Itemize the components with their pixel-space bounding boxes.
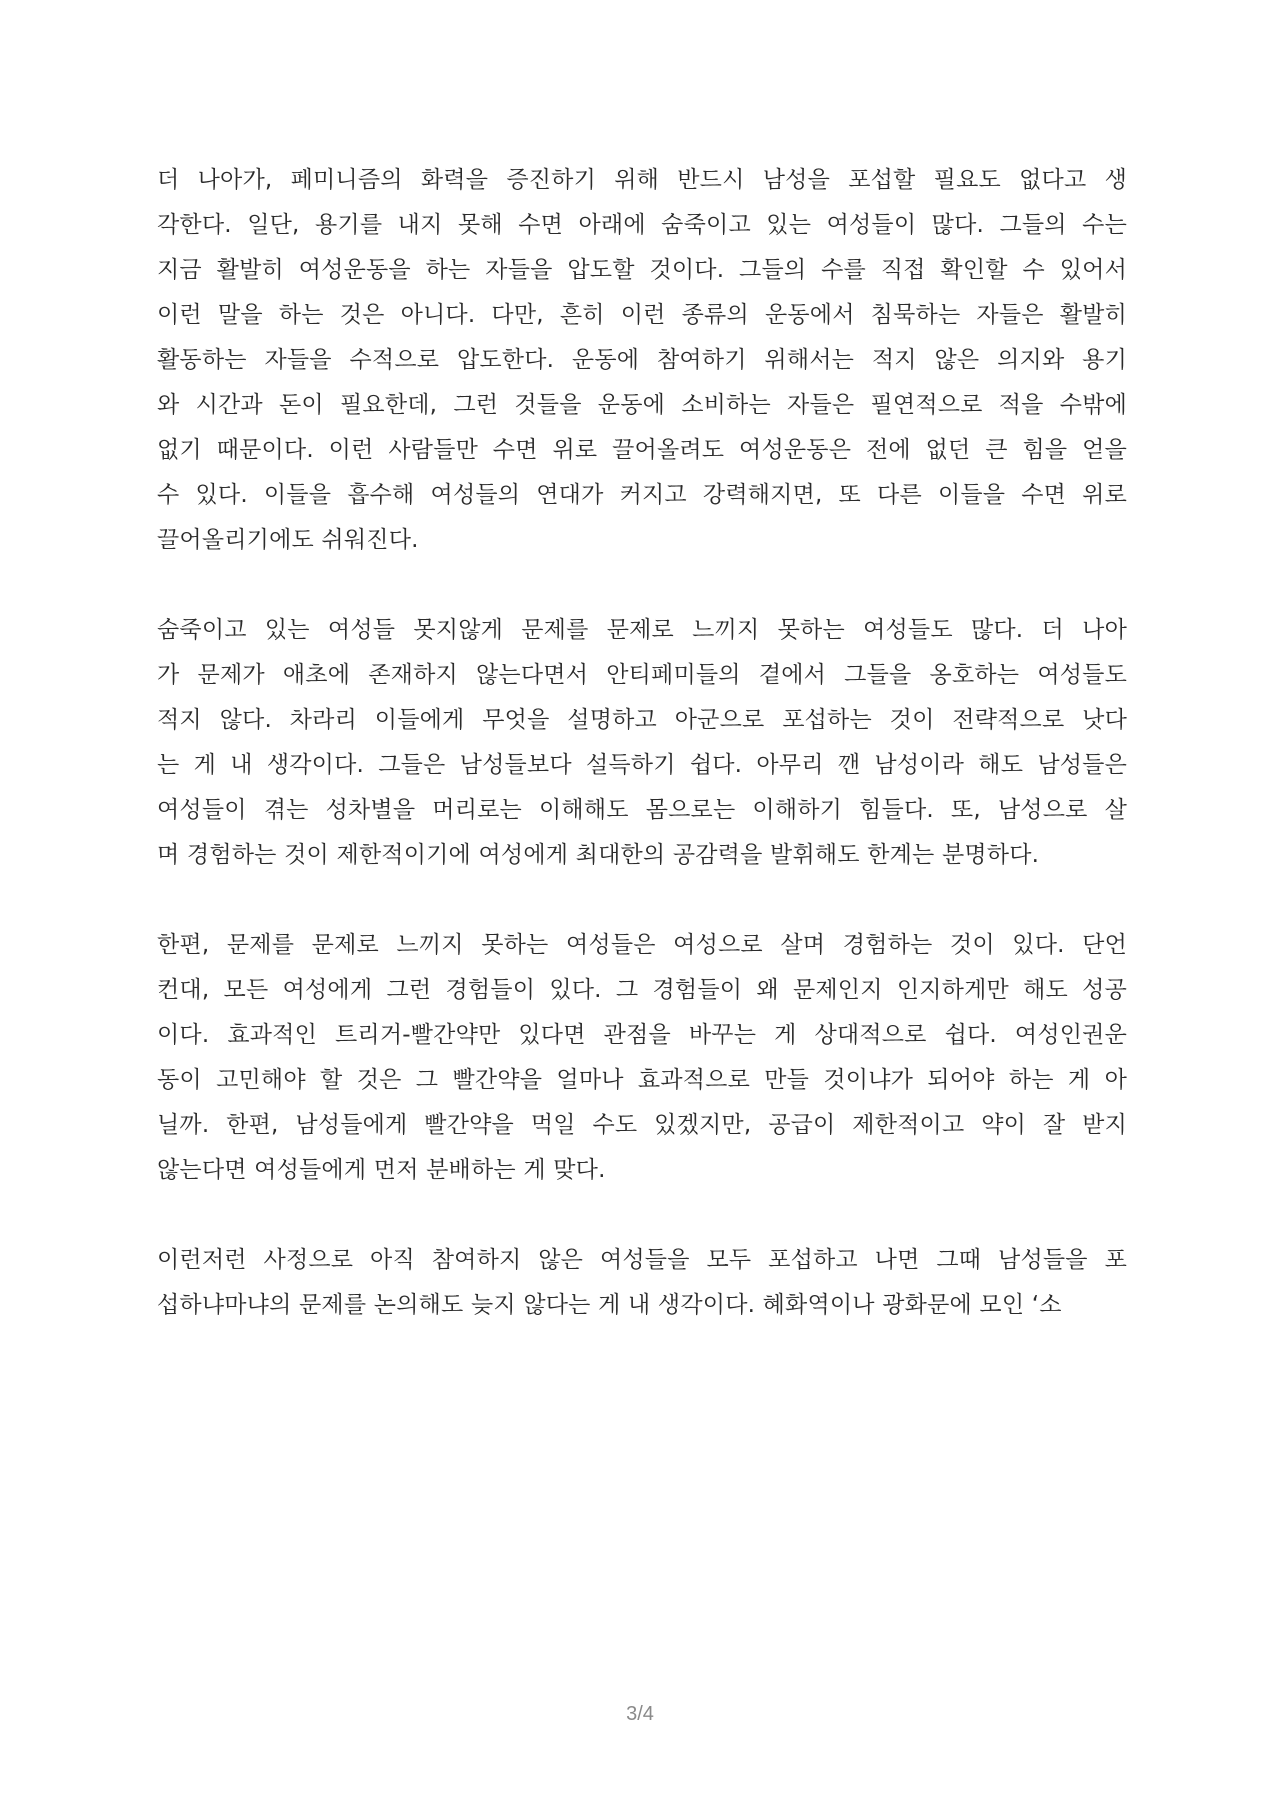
page-number: 3/4	[626, 1703, 654, 1725]
text-line: 여성들이 겪는 성차별을 머리로는 이해해도 몸으로는 이해하기 힘들다. 또, 남성으로 살	[157, 797, 1127, 823]
text-line: 더 나아가, 페미니즘의 화력을 증진하기 위해 반드시 남성을 포섭할 필요도 없다고 생	[157, 167, 1127, 193]
body-text	[157, 158, 1127, 1373]
text-line: 각한다. 일단, 용기를 내지 못해 수면 아래에 숨죽이고 있는 여성들이 많다. 그들의 수는	[157, 212, 1127, 238]
paragraph	[157, 923, 1127, 1193]
paragraph	[157, 608, 1127, 878]
text-line: 섭하냐마냐의 문제를 논의해도 늦지 않다는 게 내 생각이다. 혜화역이나 광화문에 모인 ‘소	[157, 1292, 1062, 1318]
text-line: 는 게 내 생각이다. 그들은 남성들보다 설득하기 쉽다. 아무리 깬 남성이라 해도 남성들은	[157, 752, 1127, 778]
text-line: 이런 말을 하는 것은 아니다. 다만, 흔히 이런 종류의 운동에서 침묵하는 자들은 활발히	[157, 302, 1127, 328]
text-line: 끌어올리기에도 쉬워진다.	[157, 527, 419, 553]
paragraph	[157, 1238, 1127, 1328]
text-line: 숨죽이고 있는 여성들 못지않게 문제를 문제로 느끼지 못하는 여성들도 많다. 더 나아	[157, 617, 1127, 643]
text-line: 한편, 문제를 문제로 느끼지 못하는 여성들은 여성으로 살며 경험하는 것이 있다. 단언	[157, 932, 1127, 958]
text-line: 닐까. 한편, 남성들에게 빨간약을 먹일 수도 있겠지만, 공급이 제한적이고 약이 잘 받지	[157, 1112, 1127, 1138]
text-line: 없기 때문이다. 이런 사람들만 수면 위로 끌어올려도 여성운동은 전에 없던 큰 힘을 얻을	[157, 437, 1127, 463]
text-line: 수 있다. 이들을 흡수해 여성들의 연대가 커지고 강력해지면, 또 다른 이들을 수면 위로	[157, 482, 1127, 508]
text-line: 않는다면 여성들에게 먼저 분배하는 게 맞다.	[157, 1157, 606, 1183]
text-line: 적지 않다. 차라리 이들에게 무엇을 설명하고 아군으로 포섭하는 것이 전략적으로 낫다	[157, 707, 1127, 733]
text-line: 컨대, 모든 여성에게 그런 경험들이 있다. 그 경험들이 왜 문제인지 인지하게만 해도 성공	[157, 977, 1127, 1003]
text-line: 지금 활발히 여성운동을 하는 자들을 압도할 것이다. 그들의 수를 직접 확인할 수 있어서	[157, 257, 1127, 283]
text-line: 와 시간과 돈이 필요한데, 그런 것들을 운동에 소비하는 자들은 필연적으로 적을 수밖에	[157, 392, 1127, 418]
text-line: 며 경험하는 것이 제한적이기에 여성에게 최대한의 공감력을 발휘해도 한계는 분명하다.	[157, 842, 1040, 868]
text-line: 동이 고민해야 할 것은 그 빨간약을 얼마나 효과적으로 만들 것이냐가 되어야 하는 게 아	[157, 1067, 1127, 1093]
text-line: 이런저런 사정으로 아직 참여하지 않은 여성들을 모두 포섭하고 나면 그때 남성들을 포	[157, 1247, 1127, 1273]
text-line: 이다. 효과적인 트리거-빨간약만 있다면 관점을 바꾸는 게 상대적으로 쉽다. 여성인권운	[157, 1022, 1127, 1048]
paragraph	[157, 158, 1127, 563]
text-line: 활동하는 자들을 수적으로 압도한다. 운동에 참여하기 위해서는 적지 않은 의지와 용기	[157, 347, 1127, 373]
text-line: 가 문제가 애초에 존재하지 않는다면서 안티페미들의 곁에서 그들을 옹호하는 여성들도	[157, 662, 1127, 688]
